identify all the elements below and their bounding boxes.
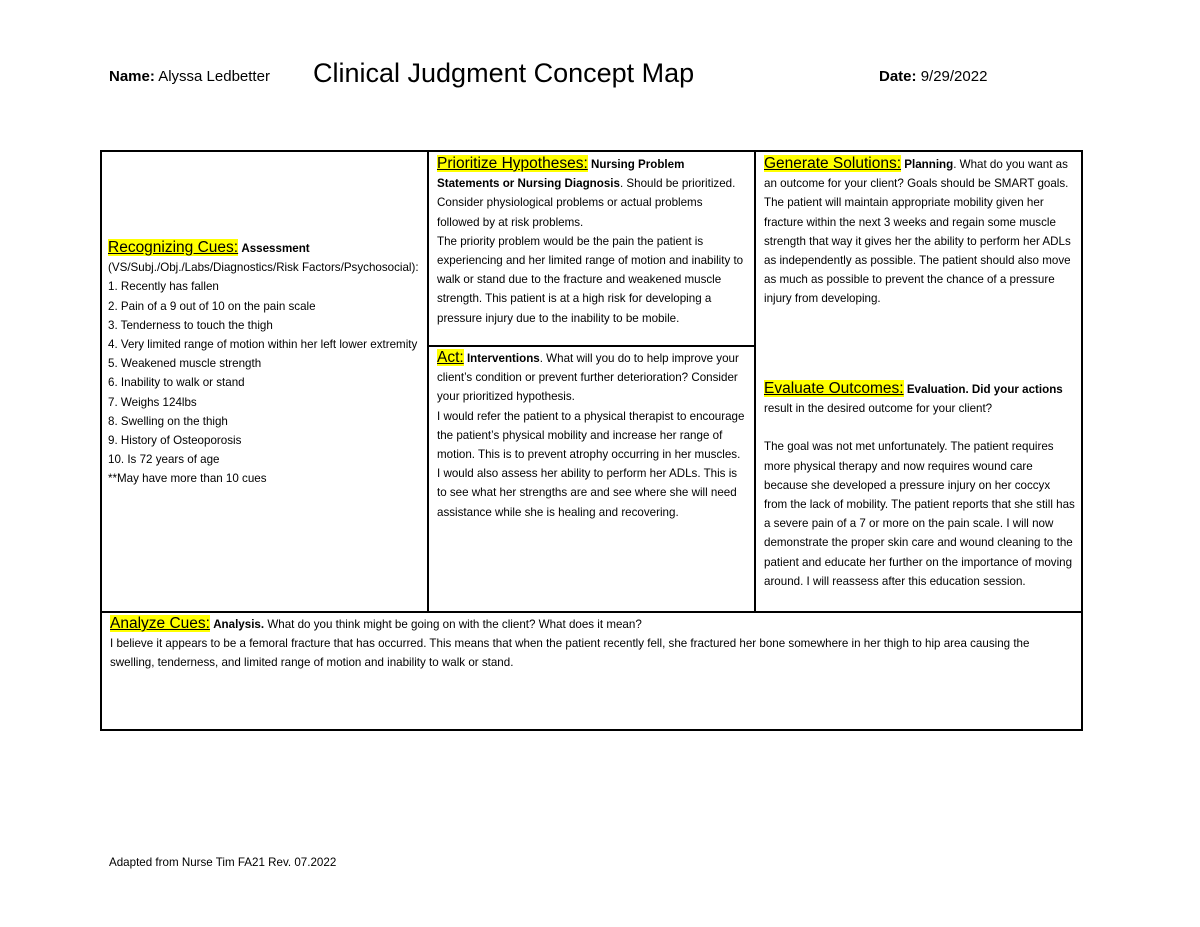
act-cell: [431, 348, 754, 522]
column-divider-1: [427, 152, 429, 612]
footer-note: Adapted from Nurse Tim FA21 Rev. 07.2022: [109, 856, 337, 869]
cue-item: 3. Tenderness to touch the thigh: [108, 318, 273, 332]
cue-item: 9. History of Osteoporosis: [108, 434, 242, 448]
cue-item: 1. Recently has fallen: [108, 280, 219, 294]
evaluate-outcomes-cell: [758, 379, 1082, 591]
concept-map-table: [100, 150, 1083, 731]
cue-item: **May have more than 10 cues: [108, 472, 267, 486]
act-heading: Act:: [437, 349, 464, 366]
act-answer-2: I would also assess her ability to perform her ADLs. This is to see what her strengths are and see where she will need assistance while she is healing and recovering.: [437, 467, 738, 519]
evaluate-outcomes-subheading: Evaluation.: [906, 383, 969, 396]
name-value: Alyssa Ledbetter: [158, 68, 270, 85]
generate-solutions-prompt: . What do you want as an outcome for your client? Goals should be SMART goals.: [764, 158, 1069, 191]
prioritize-hypotheses-subheading: Nursing Problem Statements or Nursing Diagnosis: [437, 158, 685, 191]
act-prompt: . What will you do to help improve your client’s condition or prevent further deterioration? Consider your prioritized hypothesis.: [437, 352, 739, 404]
prioritize-hypotheses-heading: Prioritize Hypotheses:: [437, 155, 588, 172]
generate-solutions-cell: [758, 154, 1082, 309]
generate-solutions-heading: Generate Solutions:: [764, 155, 902, 172]
column-divider-2: [754, 152, 756, 612]
analyze-cues-answer: I believe it appears to be a femoral fracture that has occurred. This means that when the patient recently fell, she fractured her bone somewhere in her thigh to hip area causing the swelling, tenderness, and limited range of motion and inability to walk or stand.: [110, 637, 1030, 670]
evaluate-outcomes-answer: The goal was not met unfortunately. The patient requires more physical therapy and now requires wound care because she developed a pressure injury on her coccyx from the lack of mobility. The patient reports that she still has a severe pain of a 7 or more on the pain scale. I will now demonstrate the proper skin care and wound cleaning to the patient and educate her further on the importance of moving around. I will reassess after this education session.: [764, 440, 1075, 588]
cue-item: 6. Inability to walk or stand: [108, 376, 245, 390]
analyze-cues-cell: [104, 614, 1079, 673]
evaluate-outcomes-heading: Evaluate Outcomes:: [764, 380, 904, 397]
middle-cell-divider: [428, 345, 755, 347]
name-field: [109, 68, 270, 85]
recognizing-cues-heading: Recognizing Cues:: [108, 239, 239, 256]
date-value: 9/29/2022: [920, 68, 988, 85]
cue-item: 10. Is 72 years of age: [108, 453, 220, 467]
generate-solutions-answer: The patient will maintain appropriate mobility given her fracture within the next 3 weeks and regain some muscle strength that way it gives her the ability to perform her ADLs as independently as possible. The patient should also move as much as possible to prevent the chance of a pressure injury from developing.: [764, 196, 1071, 306]
act-answer-1: I would refer the patient to a physical therapist to encourage the patient’s physical mobility and increase her range of motion. This is to prevent atrophy occurring in her muscles.: [437, 409, 745, 462]
analyze-cues-prompt: What do you think might be going on with the client? What does it mean?: [264, 618, 642, 631]
date-label: Date:: [879, 68, 917, 85]
row-divider: [102, 611, 1081, 613]
prioritize-hypotheses-cell: [431, 154, 754, 328]
prioritize-hypotheses-answer: The priority problem would be the pain the patient is experiencing and her limited range of motion and inability to walk or stand due to the fracture and weakened muscle strength. This patient is at a high risk for developing a pressure injury due to the inability to be mobile.: [437, 234, 744, 325]
page-title: Clinical Judgment Concept Map: [313, 58, 695, 88]
cue-item: 2. Pain of a 9 out of 10 on the pain scale: [108, 299, 316, 313]
generate-solutions-subheading: Planning: [904, 158, 954, 171]
prioritize-hypotheses-prompt: . Should be prioritized. Consider physiological problems or actual problems followed by at risk problems.: [437, 177, 736, 229]
evaluate-outcomes-prompt: result in the desired outcome for your client?: [764, 402, 993, 416]
cue-item: 7. Weighs 124lbs: [108, 395, 197, 409]
cue-item: 8. Swelling on the thigh: [108, 414, 228, 428]
cue-item: 5. Weakened muscle strength: [108, 357, 262, 371]
recognizing-cues-subheading: Assessment: [241, 242, 310, 255]
date-field: [879, 68, 987, 85]
recognizing-cues-cell: [102, 238, 427, 489]
evaluate-outcomes-prompt-bold: Did your actions: [971, 383, 1063, 396]
analyze-cues-heading: Analyze Cues:: [110, 615, 210, 632]
document-header: [0, 0, 1200, 130]
name-label: Name:: [109, 68, 155, 85]
cue-item: 4. Very limited range of motion within her left lower extremity: [108, 338, 418, 352]
act-subheading: Interventions: [466, 352, 540, 365]
analyze-cues-subheading: Analysis.: [213, 618, 265, 631]
recognizing-cues-intro: (VS/Subj./Obj./Labs/Diagnostics/Risk Factors/Psychosocial):: [108, 261, 419, 275]
